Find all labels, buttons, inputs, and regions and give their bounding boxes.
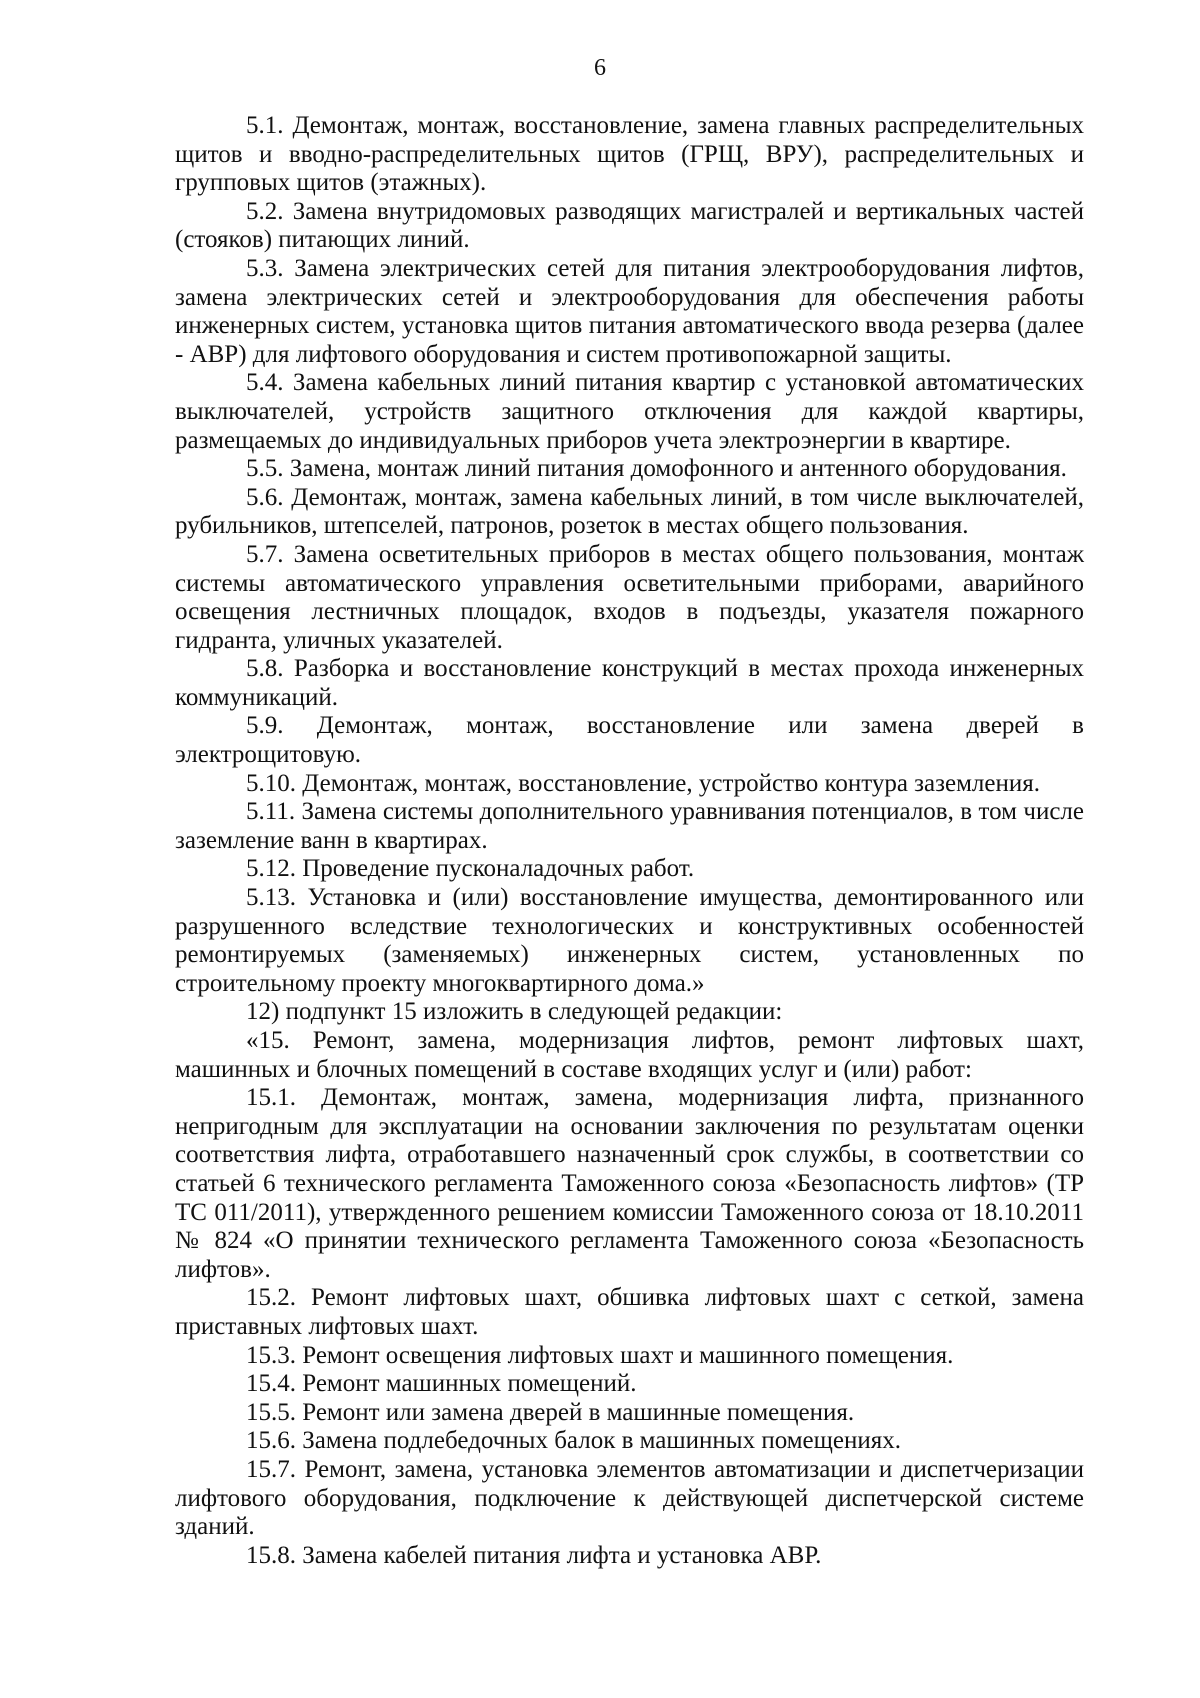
paragraph-5-13: 5.13. Установка и (или) восстановление имущества, демонтированного или разрушенного вследствие технологических и конструктивных особенностей ремонтируемых (заменяемых) инженерных систем, установленных по строительному проекту многоквартирного дома.»: [175, 884, 1084, 997]
paragraph-15-3: 15.3. Ремонт освещения лифтовых шахт и машинного помещения.: [246, 1341, 954, 1369]
paragraph-item-12: 12) подпункт 15 изложить в следующей редакции:: [246, 998, 783, 1026]
paragraph-5-11: 5.11. Замена системы дополнительного уравнивания потенциалов, в том числе заземление ванн в квартирах.: [175, 798, 1084, 854]
page-number: 6: [594, 55, 606, 81]
paragraph-15-5: 15.5. Ремонт или замена дверей в машинные помещения.: [246, 1398, 855, 1426]
paragraph-5-4: 5.4. Замена кабельных линий питания квартир с установкой автоматических выключателей, устройств защитного отключения для каждой квартиры, размещаемых до индивидуальных приборов учета электроэнергии в квартире.: [175, 369, 1084, 454]
paragraph-5-7: 5.7. Замена осветительных приборов в местах общего пользования, монтаж системы автоматического управления осветительными приборами, аварийного освещения лестничных площадок, входов в подъезды, указателя пожарного гидранта, уличных указателей.: [175, 540, 1084, 654]
paragraph-15-1: 15.1. Демонтаж, монтаж, замена, модернизация лифта, признанного непригодным для эксплуатации на основании заключения по результатам оценки соответствия лифта, отработавшего назначенный срок службы, в соответствии со статьей 6 технического регламента Таможенного союза «Безопасность лифтов» (ТР ТС 011/2011), утвержденного решением комиссии Таможенного союза от 18.10.2011 № 824 «О принятии технического регламента Таможенного союза «Безопасность лифтов».: [175, 1084, 1084, 1283]
paragraph-5-10: 5.10. Демонтаж, монтаж, восстановление, устройство контура заземления.: [246, 769, 1041, 797]
paragraph-5-9: 5.9. Демонтаж, монтаж, восстановление или замена дверей в электрощитовую.: [175, 712, 1084, 769]
paragraph-5-3: 5.3. Замена электрических сетей для питания электрооборудования лифтов, замена электрических сетей и электрооборудования для обеспечения работы инженерных систем, установка щитов питания автоматического ввода резерва (далее - АВР) для лифтового оборудования и систем противопожарной защиты.: [175, 254, 1084, 368]
paragraph-15: «15. Ремонт, замена, модернизация лифтов, ремонт лифтовых шахт, машинных и блочных помещений в составе входящих услуг и (или) работ:: [175, 1027, 1084, 1083]
paragraph-5-2: 5.2. Замена внутридомовых разводящих магистралей и вертикальных частей (стояков) питающих линий.: [175, 197, 1084, 254]
paragraph-5-8: 5.8. Разборка и восстановление конструкций в местах прохода инженерных коммуникаций.: [175, 655, 1084, 711]
document-body: [175, 112, 1084, 1570]
paragraph-15-8: 15.8. Замена кабелей питания лифта и установка АВР.: [246, 1541, 822, 1569]
paragraph-5-5: 5.5. Замена, монтаж линий питания домофонного и антенного оборудования.: [246, 455, 1067, 483]
paragraph-15-2: 15.2. Ремонт лифтовых шахт, обшивка лифтовых шахт с сеткой, замена приставных лифтовых шахт.: [175, 1284, 1084, 1340]
paragraph-5-6: 5.6. Демонтаж, монтаж, замена кабельных линий, в том числе выключателей, рубильников, штепселей, патронов, розеток в местах общего пользования.: [175, 483, 1084, 540]
paragraph-15-6: 15.6. Замена подлебедочных балок в машинных помещениях.: [246, 1427, 902, 1455]
paragraph-5-12: 5.12. Проведение пусконаладочных работ.: [246, 855, 695, 883]
paragraph-5-1: 5.1. Демонтаж, монтаж, восстановление, замена главных распределительных щитов и вводно-распределительных щитов (ГРЩ, ВРУ), распределительных и групповых щитов (этажных).: [175, 112, 1084, 197]
paragraph-15-7: 15.7. Ремонт, замена, установка элементов автоматизации и диспетчеризации лифтового оборудования, подключение к действующей диспетчерской системе зданий.: [175, 1455, 1084, 1541]
paragraph-15-4: 15.4. Ремонт машинных помещений.: [246, 1370, 637, 1398]
